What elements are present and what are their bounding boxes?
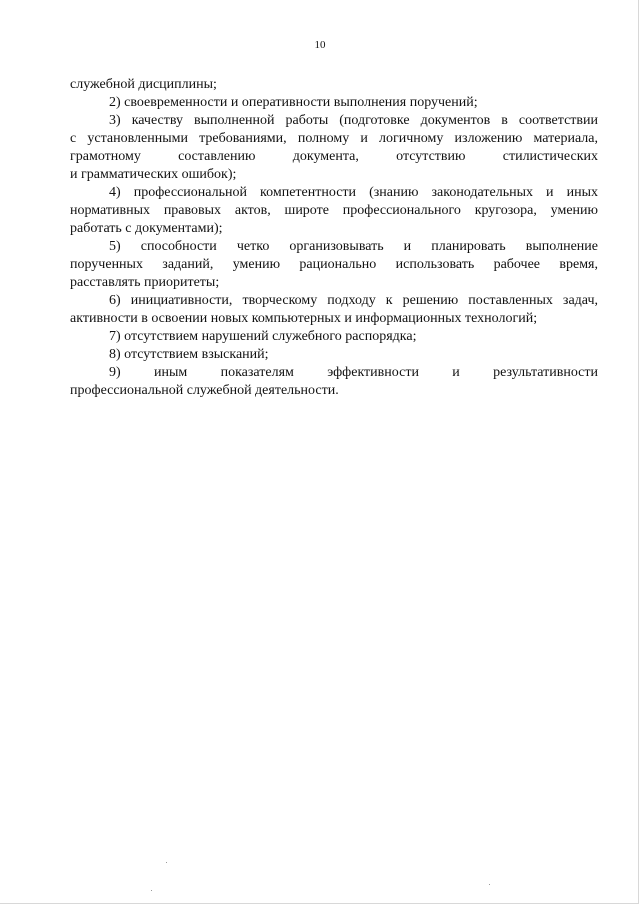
scan-speck — [489, 884, 490, 885]
list-item-9: 9) иным показателям эффективности и результативности — [109, 365, 598, 380]
text-line: профессиональной служебной деятельности. — [70, 383, 339, 398]
text-line: с установленными требованиями, полному и логичному изложению материала, — [70, 131, 598, 146]
list-item-3: 3) качеству выполненной работы (подготовке документов в соответствии — [109, 113, 598, 128]
text-line: работать с документами); — [70, 221, 223, 236]
list-item-8: 8) отсутствием взысканий; — [109, 347, 269, 362]
page-number: 10 — [314, 39, 326, 51]
scan-speck — [151, 890, 152, 891]
list-item-7: 7) отсутствием нарушений служебного распорядка; — [109, 329, 417, 344]
list-item-5: 5) способности четко организовывать и планировать выполнение — [109, 239, 598, 254]
text-line: порученных заданий, умению рационально использовать рабочее время, — [70, 257, 598, 272]
text-line: служебной дисциплины; — [70, 77, 217, 92]
list-item-4: 4) профессиональной компетентности (знанию законодательных и иных — [109, 185, 598, 200]
scan-speck — [166, 862, 167, 863]
list-item-2: 2) своевременности и оперативности выполнения поручений; — [109, 95, 478, 110]
list-item-6: 6) инициативности, творческому подходу к решению поставленных задач, — [109, 293, 598, 308]
text-line: нормативных правовых актов, широте профессионального кругозора, умению — [70, 203, 598, 218]
document-body — [70, 76, 598, 400]
text-line: грамотному составлению документа, отсутствию стилистических — [70, 149, 598, 164]
text-line: расставлять приоритеты; — [70, 275, 220, 290]
text-line: и грамматических ошибок); — [70, 167, 237, 182]
text-line: активности в освоении новых компьютерных и информационных технологий; — [70, 311, 538, 326]
